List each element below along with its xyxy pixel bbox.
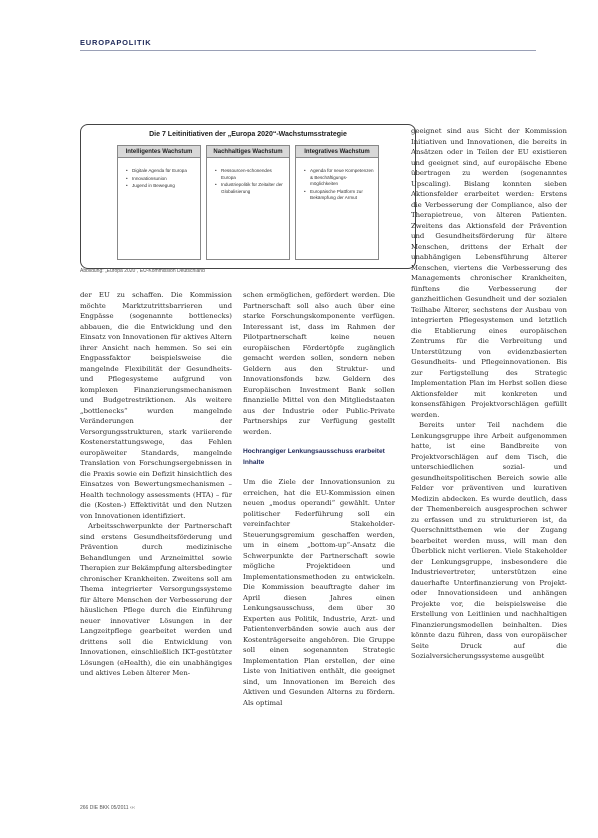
figure-list-item: • Europäische Plattform zur Bekämpfung der Armut [304,189,374,202]
text-column-1 [80,290,232,679]
figure-caption: Abbildung: „Europa 2020“, EU-Kommission Deutschland [80,268,205,274]
figure-list-item: • Jugend in Bewegung [126,183,196,190]
text-column-3 [411,126,567,662]
figure-title: Die 7 Leitinitiativen der „Europa 2020“-Wachstumsstrategie [149,131,347,138]
figure-column-body [206,158,290,260]
figure-list-item: • Agenda für neue Kompetenzen & Beschäftigungs-möglichkeiten [304,168,374,188]
text-column-2 [243,290,395,708]
figure-column-inclusive [295,145,379,260]
body-paragraph: schen ermöglichen, gefördert werden. Die Partnerschaft soll also auch über eine starke Forschungskomponente verfügen. Interessant ist, dass im Rahmen der Pilotpartnerschaft keine neuen europäischen Fördertöpfe zugänglich gemacht werden sollen, sondern neben Geldern aus den Struktur- und Innovationsfonds bzw. Geldern des Europäischen Investment Bank sollen finanzielle Mittel von den Mitgliedstaaten aus der Industrie oder Public-Private Partnerships zur Verfügung gestellt werden. [243,291,395,436]
figure-column-sustainable [206,145,290,260]
subheading: Hochrangiger Lenkungsausschuss erarbeitet Inhalte [243,448,385,466]
body-paragraph: Bereits unter Teil nachdem die Lenkungsgruppe ihre Arbeit aufgenommen hatte, ist eine Bandbreite von Projektvorschlägen auf dem Tisch, die unterschiedlichen sozial- und gesundheitspolitischen Bereich sowie alle Felder vor präventiven und kurativen Medizin abdecken. Es wurde deutlich, dass der Themenbereich ausgesprochen schwer zu erfassen und zu strukturieren ist, da Querschnittsthemen wie der Zugang bearbeitet werden muss, will man den Überblick nicht verlieren. Viele Stakeholder der Lenkungsgruppe, insbesondere die Industrievertreter, unterstützen eine dauerhafte Unterfinanzierung von Projekt- oder Innovationsideen und anhängen Projekte vor, die beispielsweise die Erstellung von Leitlinien und nachhaltigen Finanzierungsmodellen beinhalten. Dies könnte dazu führen, dass von europäischer Seite Druck auf die Sozialversicherungssysteme ausgeübt [411,421,567,660]
body-paragraph: Um die Ziele der Innovationsunion zu erreichen, hat die EU-Kommission einen neuen „modus operandi“ gewählt. Unter politischer Federführung soll ein vereinfachter Stakeholder-Steuerungsgremium geschaffen werden, um in einem „bottom-up“-Ansatz die Schwerpunkte der Partnerschaft sowie mögliche Projektideen und Implementationsmethoden zu entwickeln. Die Kommission beauftragte daher im April diesen Jahres einen Lenkungsausschuss, dem über 30 Experten aus Politik, Industrie, Arzt- und Patientenverbänden sowie auch aus der Kostenträgerseite angehören. Die Gruppe soll einen sogenannten Strategic Implementation Plan erstellen, der eine Liste von Initiativen enthält, die geeignet sind, um Innovationen im Bereich des Aktiven und Gesunden Alterns zu fördern. Als optimal [243,478,395,707]
body-paragraph: Arbeitsschwerpunkte der Partnerschaft sind erstens Gesundheitsförderung und Prävention durch medizinische Behandlungen und Arzneimittel sowie Therapien zur Bekämpfung altersbedingter chronischer Krankheiten. Zweitens soll am Thema integrierter Versorgungssysteme für ältere Menschen der Verbesserung der häuslichen Pflege durch die Einführung neuer innovativer Lösungen in der Langzeitpflege gearbeitet werden und drittens soll die Entwicklung von Innovationen, einschließlich IKT-gestützter Lösungen (eHealth), die ein unabhängiges und aktives Leben älterer Men- [80,522,232,677]
body-paragraph: der EU zu schaffen. Die Kommission möchte Marktzutrittsbarrieren und Engpässe (sogenannte bottlenecks) abbauen, die die Entwicklung und den Einsatz von Innovationen für aktives Altern ihrer Ansicht nach hemmen. So sei ein Engpassfaktor beispielsweise die mangelnde Flexibilität der Gesundheits- und Pflegesysteme aufgrund von komplexen Finanzierungsmechanismen und Budgetrestriktionen. Als weitere „bottlenecks“ wurden mangelnde Veränderungen der Versorgungsstrukturen, stark variierende Kostenerstattungswege, das Fehlen europäweiter Standards, mangelnde Translation von Forschungsergebnissen in die Praxis sowie ein Defizit hinsichtlich des Einsatzes von Bewertungsmechanismen – Health technology assessments (HTA) – für die (Kosten-) Effektivität und den Nutzen von Innovationen identifiziert. [80,291,232,520]
figure-list-item: • Ressourcen-schonendes Europa [215,168,285,181]
infographic-figure [80,124,416,269]
figure-column-heading: Nachhaltiges Wachstum [206,145,290,158]
figure-column-body [117,158,201,260]
figure-list-item: • Innovationsunion [126,176,196,183]
body-paragraph: geeignet sind aus Sicht der Kommission Initiativen und Innovationen, die bereits in Ansätzen oder in Teilen der EU existieren und geeignet sind, auf europäische Ebene übertragen zu werden (sogenanntes Upscaling). Bislang konnten sieben Aktionsfelder erarbeitet werden: Erstens die Verbesserung der Compliance, also der Therapietreue, von älteren Patienten. Zweitens das Aktionsfeld der Prävention und Gesundheitsförderung für ältere Menschen, drittens der Erhalt der unabhängigen Lebensführung älterer Menschen, viertens die Verbesserung des Managements chronischer Krankheiten, fünftens die Verbesserung der ganzheitlichen Gesundheit und der sozialen Teilhabe Älterer, sechstens der Ausbau von integrierten Pflegesystemen und letztlich die Etablierung eines europäischen Zentrums für die Verbreitung und Unterstützung von evidenzbasierten Gesundheits- und Pflegeinnovationen. Bis zur Fertigstellung des Strategic Implementation Plan im Herbst sollen diese Aktionsfelder mit konkreten und konsensfähigen Projektvorschlägen gefüllt werden. [411,127,567,419]
figure-column-body [295,158,379,260]
figure-column-heading: Intelligentes Wachstum [117,145,201,158]
figure-column-heading: Integratives Wachstum [295,145,379,158]
header-rule [80,50,536,51]
page-footer: 266 DIE BKK 05/2011 ‹‹‹ [80,805,135,811]
section-label: EUROPAPOLITIK [80,38,152,47]
figure-column-intelligent [117,145,201,260]
figure-list-item: • Industriepolitik für Zeitalter der Globalisierung [215,182,285,195]
figure-list-item: • Digitale Agenda für Europa [126,168,196,175]
